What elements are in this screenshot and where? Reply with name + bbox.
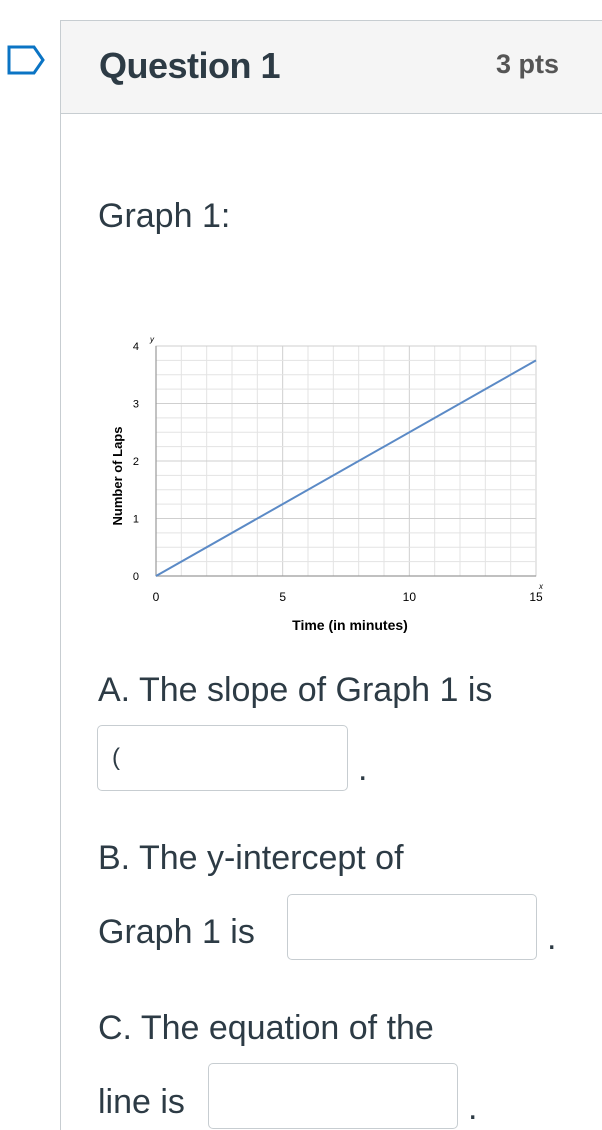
y-tick-label: 2: [132, 456, 139, 468]
y-tick-label: 4: [132, 341, 139, 353]
x-axis-label: Time (in minutes): [292, 617, 408, 633]
part-c-text-line2: line is: [98, 1083, 185, 1121]
y-axis-letter: y: [150, 335, 154, 344]
y-tick-label: 0: [132, 571, 139, 583]
y-intercept-answer-input[interactable]: [287, 894, 537, 960]
equation-answer-input[interactable]: [208, 1063, 458, 1129]
x-tick-label: 0: [152, 590, 160, 604]
part-c-period: .: [468, 1089, 478, 1127]
question-points: 3 pts: [495, 49, 559, 79]
x-axis-letter: x: [539, 582, 543, 591]
slope-answer-input[interactable]: [97, 725, 348, 791]
chart-grid: [156, 346, 536, 576]
line-chart: [98, 328, 558, 638]
x-tick-label: 10: [402, 590, 417, 604]
part-b-text-line2: Graph 1 is: [98, 913, 255, 951]
graph-heading: Graph 1:: [98, 197, 231, 235]
question-title: Question 1: [99, 45, 281, 86]
part-a-text: A. The slope of Graph 1 is: [98, 671, 493, 709]
part-c-text-line1: C. The equation of the: [98, 1009, 434, 1047]
x-tick-label: 15: [529, 590, 543, 604]
part-a-period: .: [358, 750, 368, 788]
bookmark-flag-icon[interactable]: [6, 44, 46, 76]
y-tick-label: 1: [132, 513, 139, 526]
part-b-text-line1: B. The y-intercept of: [98, 839, 404, 877]
y-tick-label: 3: [132, 398, 139, 411]
x-tick-label: 5: [279, 590, 287, 604]
question-header: [61, 21, 602, 114]
y-axis-label: Number of Laps: [110, 426, 125, 526]
part-b-period: .: [547, 919, 557, 957]
